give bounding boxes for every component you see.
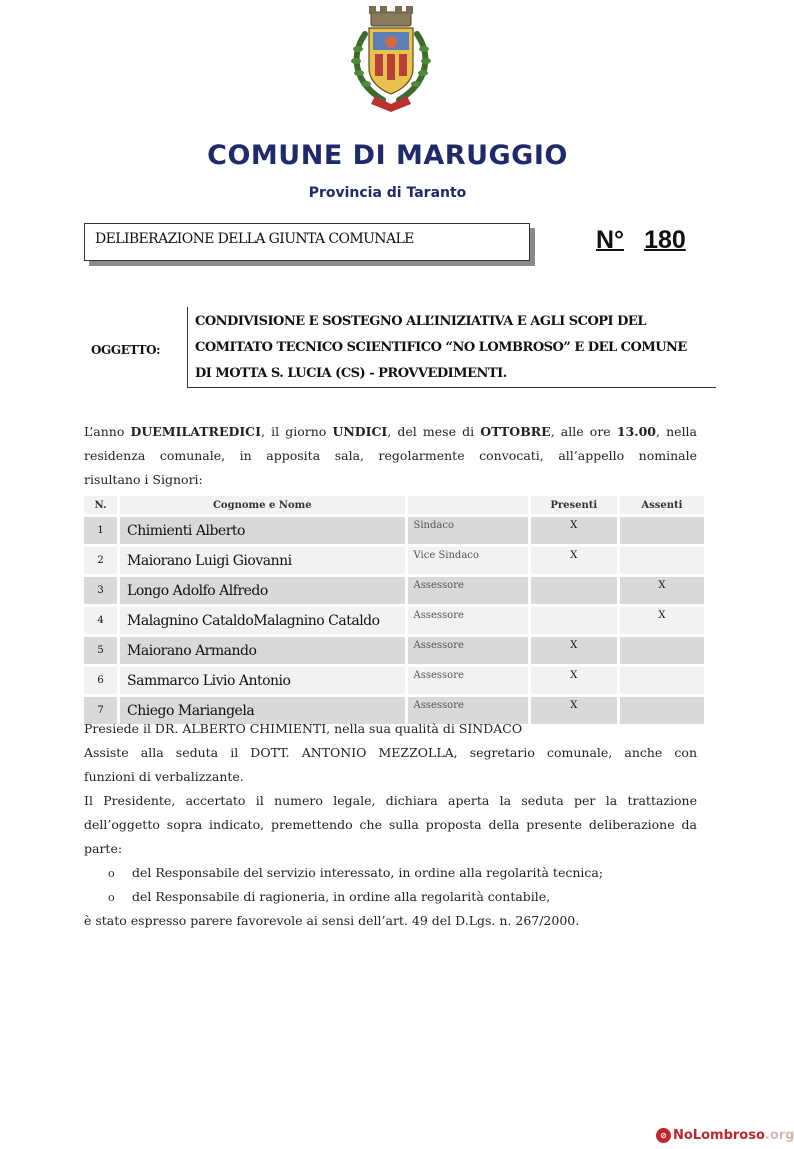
member-name: Chiego Mariangela — [120, 697, 404, 724]
member-name: Maiorano Armando — [120, 637, 404, 664]
deliberation-number — [596, 226, 686, 255]
subject-text: CONDIVISIONE E SOSTEGNO ALL’INIZIATIVA E AGLI SCOPI DEL COMITATO TECNICO SCIENTIFICO “NO LOMBROSO” E DEL COMUNE DI MOTTA S. LUCIA (CS) - PROVVEDIMENTI. — [195, 314, 687, 381]
bullet-marker: o — [108, 891, 115, 904]
member-name: Sammarco Livio Antonio — [120, 667, 404, 694]
parere-line: è stato espresso parere favorevole ai sensi dell’art. 49 del D.Lgs. n. 267/2000. — [84, 913, 580, 928]
member-role: Assessore — [408, 697, 528, 724]
member-name: Malagnino CataldoMalagnino Cataldo — [120, 607, 404, 634]
row-number: 5 — [84, 637, 117, 664]
member-name: Chimienti Alberto — [120, 517, 404, 544]
assiste-line-2: funzioni di verbalizzante. — [84, 769, 244, 784]
subject-box — [187, 307, 716, 388]
member-role: Sindaco — [408, 517, 528, 544]
header-number: N. — [84, 496, 117, 514]
bullet-text: del Responsabile di ragioneria, in ordine alla regolarità contabile, — [132, 889, 551, 904]
page-title: COMUNE DI MARUGGIO — [207, 140, 568, 171]
header-role — [408, 496, 528, 514]
header-absent: Assenti — [620, 496, 704, 514]
table-row — [84, 547, 704, 574]
presidente-line-1: Il Presidente, accertato il numero legale, dichiara aperta la seduta per la trattazione — [84, 793, 697, 808]
present-mark — [531, 607, 617, 634]
presidente-line-3: parte: — [84, 841, 123, 856]
member-name: Maiorano Luigi Giovanni — [120, 547, 404, 574]
member-name: Longo Adolfo Alfredo — [120, 577, 404, 604]
present-mark: X — [531, 637, 617, 664]
table-row — [84, 637, 704, 664]
bullet-marker: o — [108, 867, 115, 880]
no-icon: ⊘ — [656, 1128, 671, 1143]
province-subtitle: Provincia di Taranto — [308, 185, 467, 201]
table-row — [84, 577, 704, 604]
absent-mark — [620, 667, 704, 694]
intro-line-3: risultano i Signori: — [84, 472, 203, 487]
list-item — [84, 861, 697, 885]
subject-label: OGGETTO: — [91, 343, 161, 357]
list-item — [84, 885, 697, 909]
attendance-table — [81, 493, 707, 727]
bullet-text: del Responsabile del servizio interessato, in ordine alla regolarità tecnica; — [132, 865, 604, 880]
absent-mark — [620, 547, 704, 574]
row-number: 6 — [84, 667, 117, 694]
row-number: 7 — [84, 697, 117, 724]
intro-paragraph — [84, 420, 697, 492]
present-mark: X — [531, 547, 617, 574]
member-role: Assessore — [408, 637, 528, 664]
number-value: 180 — [644, 226, 686, 254]
intro-line-2: residenza comunale, in apposita sala, regolarmente convocati, all’appello nominale — [84, 448, 697, 463]
present-mark: X — [531, 667, 617, 694]
table-row — [84, 517, 704, 544]
session-body — [84, 717, 697, 933]
present-mark: X — [531, 517, 617, 544]
header-present: Presenti — [531, 496, 617, 514]
watermark-domain: .org — [764, 1128, 794, 1143]
member-role: Vice Sindaco — [408, 547, 528, 574]
table-row — [84, 667, 704, 694]
watermark-brand: NoLombroso — [673, 1128, 765, 1143]
absent-mark — [620, 517, 704, 544]
nolombroso-watermark — [656, 1128, 794, 1143]
number-prefix: N° — [596, 226, 625, 254]
row-number: 2 — [84, 547, 117, 574]
table-row — [84, 607, 704, 634]
intro-line-1: L’anno DUEMILATREDICI, il giorno UNDICI, del mese di OTTOBRE, alle ore 13.00, nella — [84, 424, 698, 439]
table-header-row — [84, 496, 704, 514]
absent-mark: X — [620, 607, 704, 634]
member-role: Assessore — [408, 667, 528, 694]
row-number: 3 — [84, 577, 117, 604]
absent-mark: X — [620, 577, 704, 604]
row-number: 4 — [84, 607, 117, 634]
present-mark — [531, 577, 617, 604]
deliberation-type-label: DELIBERAZIONE DELLA GIUNTA COMUNALE — [95, 231, 414, 247]
member-role: Assessore — [408, 577, 528, 604]
presiede-line: Presiede il DR. ALBERTO CHIMIENTI, nella sua qualità di SINDACO — [84, 721, 523, 736]
member-role: Assessore — [408, 607, 528, 634]
comune-crest-emblem — [345, 4, 437, 116]
absent-mark — [620, 637, 704, 664]
deliberation-type-box — [84, 223, 530, 261]
present-mark: X — [531, 697, 617, 724]
assiste-line-1: Assiste alla seduta il DOTT. ANTONIO MEZZOLLA, segretario comunale, anche con — [84, 745, 697, 760]
header-name: Cognome e Nome — [120, 496, 404, 514]
row-number: 1 — [84, 517, 117, 544]
presidente-line-2: dell’oggetto sopra indicato, premettendo che sulla proposta della presente deliberazione da — [84, 817, 697, 832]
